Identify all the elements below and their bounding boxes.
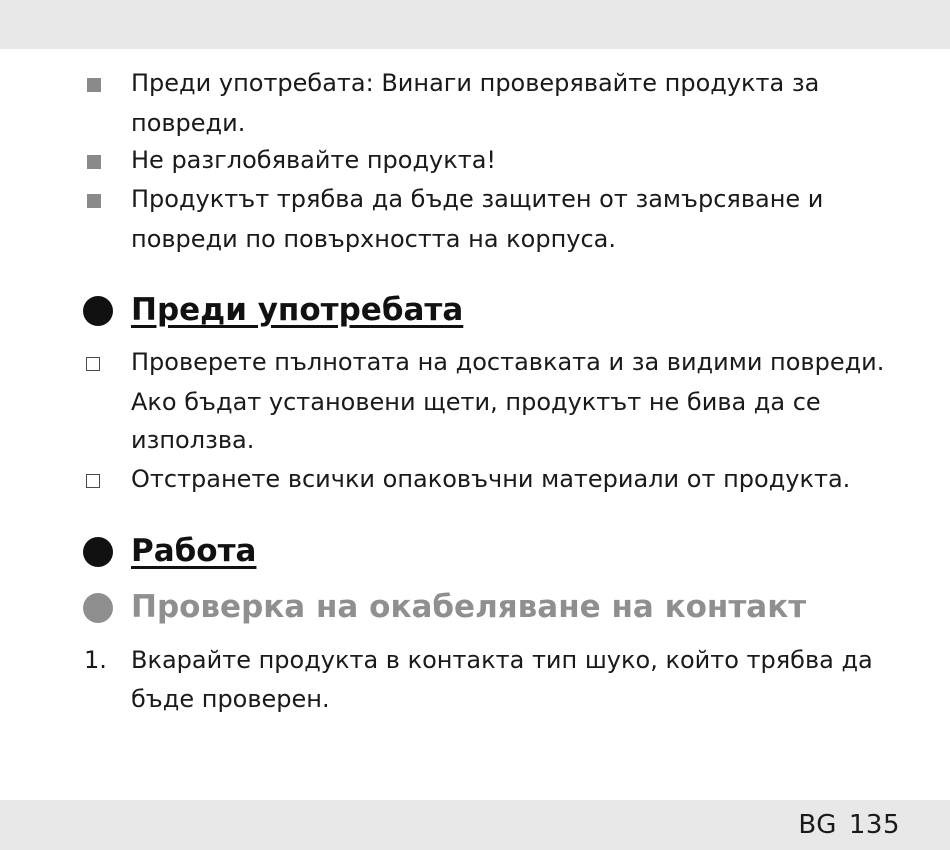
bullet-text: Преди употребата: Винаги проверявайте продукта за — [131, 69, 820, 97]
section-title: Работа — [131, 533, 257, 569]
checkbox-square-icon — [86, 474, 100, 488]
filled-circle-icon — [83, 296, 113, 326]
section-heading-before-use — [0, 290, 950, 334]
bullet-text: повреди. — [131, 109, 246, 137]
subsection-title: Проверка на окабеляване на контакт — [131, 589, 807, 625]
section-heading-operation — [0, 531, 950, 575]
square-bullet-icon — [87, 155, 101, 169]
filled-circle-icon — [83, 593, 113, 623]
subsection-heading — [0, 587, 950, 631]
checklist-text: Отстранете всички опаковъчни материали от продукта. — [131, 465, 851, 493]
step-text: Вкарайте продукта в контакта тип шуко, който трябва да — [131, 646, 873, 674]
bullet-text: повреди по повърхността на корпуса. — [131, 225, 616, 253]
language-code: BG — [798, 810, 837, 840]
page-number: 135 — [848, 810, 900, 840]
section-title: Преди употребата — [131, 292, 464, 328]
step-text: бъде проверен. — [131, 685, 330, 713]
step-number: 1. — [84, 646, 107, 674]
bullet-text: Не разглобявайте продукта! — [131, 146, 497, 174]
square-bullet-icon — [87, 194, 101, 208]
square-bullet-icon — [87, 78, 101, 92]
checklist-text: използва. — [131, 426, 255, 454]
filled-circle-icon — [83, 537, 113, 567]
bullet-text: Продуктът трябва да бъде защитен от замърсяване и — [131, 185, 824, 213]
checklist-text: Ако бъдат установени щети, продуктът не бива да се — [131, 388, 821, 416]
header-band — [0, 0, 950, 49]
page-footer — [798, 808, 900, 842]
checkbox-square-icon — [86, 357, 100, 371]
checklist-text: Проверете пълнотата на доставката и за видими повреди. — [131, 348, 885, 376]
